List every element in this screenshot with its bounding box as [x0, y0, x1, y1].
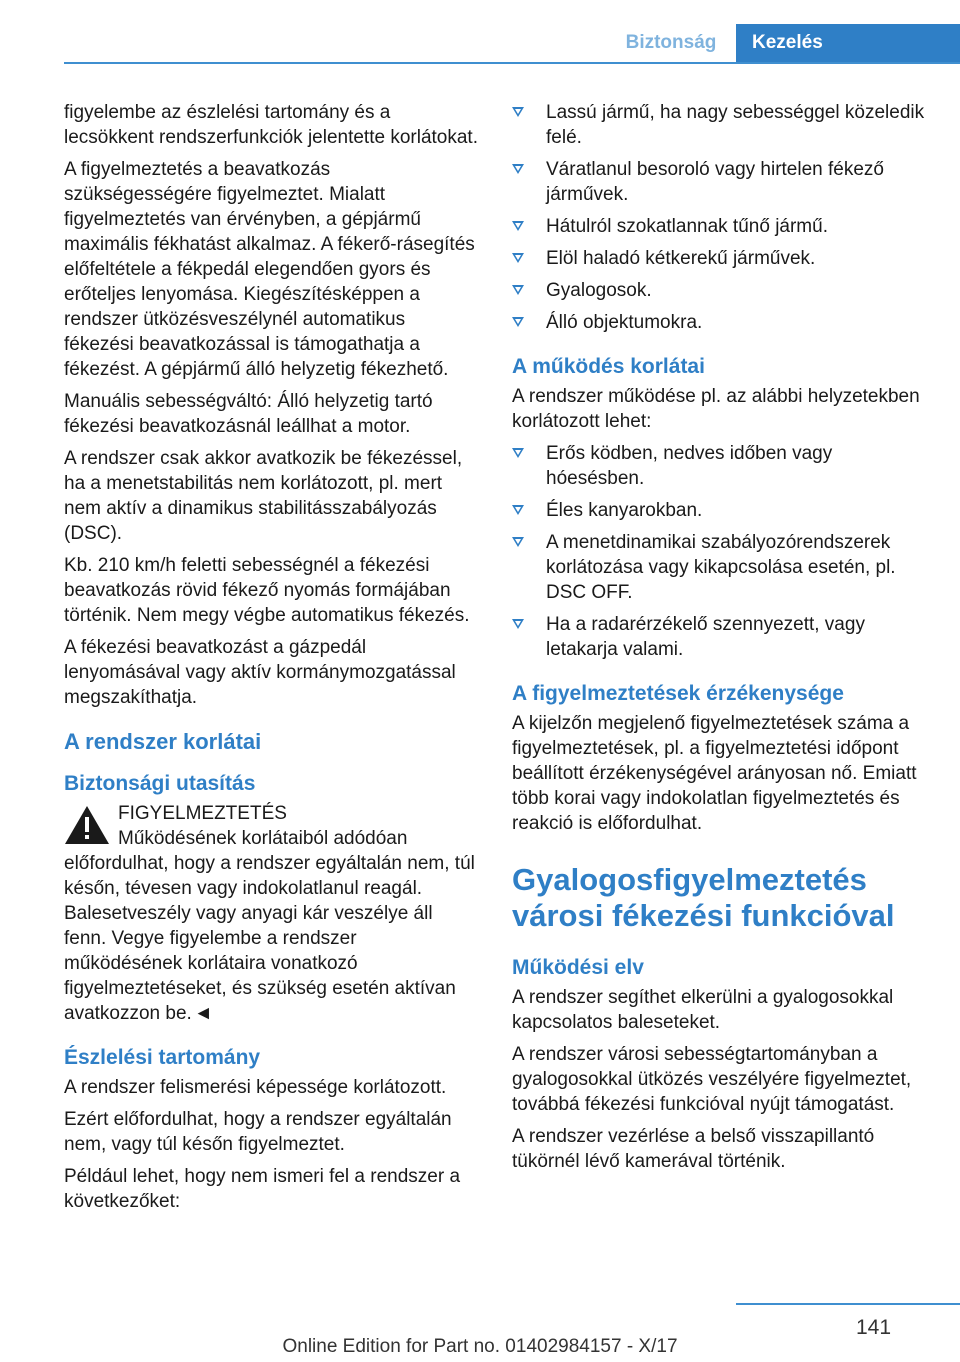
bullet-triangle-icon — [512, 164, 524, 174]
paragraph: A rendszer felismerési képessége korlátozott. — [64, 1077, 447, 1098]
list-item: Éles kanyarokban. — [512, 498, 930, 523]
bullet-triangle-icon — [512, 619, 524, 629]
list-item: A menetdinamikai szabályozórendszerek korlátozása vagy kikapcsolása esetén, pl. DSC OFF. — [512, 530, 930, 605]
list-item: Ha a radarérzékelő szennyezett, vagy letakarja valami. — [512, 612, 930, 662]
header-rule — [64, 62, 960, 64]
section-tab-biztonsag[interactable]: Biztonság — [625, 32, 717, 53]
paragraph: Ezért előfordulhat, hogy a rendszer egyáltalán nem, vagy túl későn figyelmeztet. — [64, 1109, 452, 1155]
bullet-triangle-icon — [512, 448, 524, 458]
bullet-triangle-icon — [512, 537, 524, 547]
paragraph: figyelembe az észlelési tartomány és a lecsökkent rendszerfunkciók jelentette korlátokat. — [64, 102, 478, 148]
warning-triangle-icon — [64, 805, 110, 845]
paragraph: A rendszer vezérlése a belső visszapillantó tükörnél lévő kamerával történik. — [512, 1126, 875, 1172]
edition-footer: Online Edition for Part no. 01402984157 - X/17 — [282, 1336, 678, 1357]
bullet-triangle-icon — [512, 107, 524, 117]
paragraph: A rendszer városi sebességtartományban a gyalogosokkal ütközés veszélyére figyelmeztet, továbbá fékezési funkcióval nyújt támogatást. — [512, 1044, 912, 1115]
paragraph: A kijelzőn megjelenő figyelmeztetések száma a figyelmeztetések, pl. a figyelmeztetési időpont beállított érzékenységével arányosan nő. Emiatt több korai vagy indokolatlan figyelmeztetés és reakció is előfordulhat. — [512, 713, 917, 834]
paragraph: Kb. 210 km/h feletti sebességnél a fékezési beavatkozás rövid fékező nyomás formájában történik. Nem megy végbe automatikus fékezés. — [64, 555, 470, 626]
heading-detection-range: Észlelési tartomány — [64, 1046, 261, 1069]
bullet-triangle-icon — [512, 285, 524, 295]
end-mark-icon: ◄ — [193, 1003, 213, 1024]
bullet-triangle-icon — [512, 221, 524, 231]
paragraph: Manuális sebességváltó: Álló helyzetig tartó fékezési beavatkozásnál leállhat a motor. — [64, 391, 433, 437]
paragraph: A fékezési beavatkozást a gázpedál lenyomásával vagy aktív kormánymozgatással megszakíthatja. — [64, 637, 456, 708]
list-item: Hátulról szokatlannak tűnő jármű. — [512, 214, 930, 239]
left-column — [64, 100, 478, 1221]
limit-conditions-list — [512, 441, 930, 662]
paragraph: A rendszer működése pl. az alábbi helyzetekben korlátozott lehet: — [512, 386, 920, 432]
chapter-tab-kezeles[interactable]: Kezelés — [736, 24, 960, 62]
heading-operation-limits: A működés korlátai — [512, 355, 705, 378]
heading-safety-note: Biztonsági utasítás — [64, 772, 256, 795]
bullet-triangle-icon — [512, 253, 524, 263]
list-item: Váratlanul besoroló vagy hirtelen fékező járművek. — [512, 157, 930, 207]
list-item: Lassú jármű, ha nagy sebességgel közeledik felé. — [512, 100, 930, 150]
paragraph: A rendszer csak akkor avatkozik be fékezéssel, ha a menetstabilitás nem korlátozott, pl. mert nem aktív a dinamikus stabilitásszabályozás (DSC). — [64, 448, 463, 544]
page-number: 141 — [856, 1316, 892, 1339]
list-item: Erős ködben, nedves időben vagy hóesésben. — [512, 441, 930, 491]
bullet-triangle-icon — [512, 505, 524, 515]
undetected-objects-list — [512, 100, 930, 335]
bullet-triangle-icon — [512, 317, 524, 327]
warning-box — [64, 801, 478, 1026]
page-number-rule — [736, 1303, 960, 1305]
heading-warning-sensitivity: A figyelmeztetések érzékenysége — [512, 682, 844, 705]
list-item: Álló objektumokra. — [512, 310, 930, 335]
right-column — [512, 100, 930, 1181]
warning-text: Működésének korlátaiból adódóan előfordulhat, hogy a rendszer egyáltalán nem, túl későn, tévesen vagy indokolatlanul reagál. Balesetveszély vagy anyagi kár veszélye áll fenn. Vegye figyelembe a rendszer működésének korlátaira vonatkozó figyelmeztetéseket, és szükség esetén aktívan avatkozzon be. — [64, 828, 475, 1024]
list-item: Gyalogosok. — [512, 278, 930, 303]
section-title-pedestrian-warning: Gyalogosfigyelmeztetés városi fékezési funkcióval — [512, 862, 895, 933]
warning-title: FIGYELMEZTETÉS — [118, 803, 287, 824]
paragraph: A rendszer segíthet elkerülni a gyalogosokkal kapcsolatos baleseteket. — [512, 987, 894, 1033]
heading-system-limits: A rendszer korlátai — [64, 729, 262, 754]
paragraph: Például lehet, hogy nem ismeri fel a rendszer a következőket: — [64, 1166, 461, 1212]
heading-operating-principle: Működési elv — [512, 956, 644, 979]
paragraph: A figyelmeztetés a beavatkozás szükségességére figyelmeztet. Mialatt figyelmeztetés van érvényben, a gépjármű maximális fékhatást alkalmaz. A fékerő-rásegítés előfeltétele a fékpedál elegendően gyors és erőteljes lenyomása. Kiegészítésképpen a rendszer ütközésveszélynél automatikus fékezési beavatkozással is támogathatja a fékezést. A gépjármű álló helyzetig fékezhető. — [64, 159, 475, 380]
list-item: Elöl haladó kétkerekű járművek. — [512, 246, 930, 271]
